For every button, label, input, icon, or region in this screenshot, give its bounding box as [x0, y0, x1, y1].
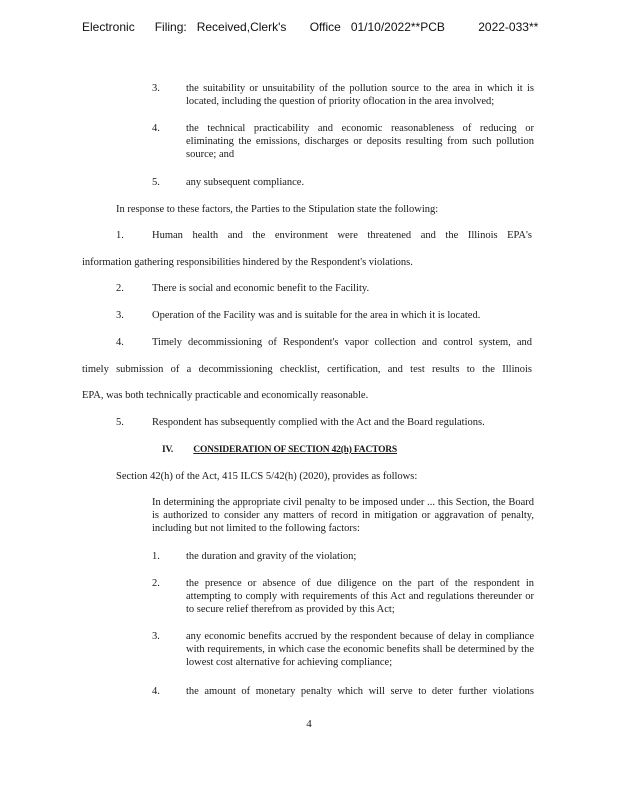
response-line: Operation of the Facility was and is suitable for the area in which it is located. — [152, 310, 481, 321]
response-line: information gathering responsibilities hindered by the Respondent's violations. — [82, 257, 413, 268]
response-line: EPA, was both technically practicable and economically reasonable. — [82, 390, 369, 401]
list-item-text: the suitability or unsuitability of the pollution source to the area in which it is located, including the question of priority oflocation in the area involved; — [186, 83, 534, 107]
factor-text: the amount of monetary penalty which will serve to deter further violations — [186, 686, 534, 697]
response-number: 5. — [116, 417, 124, 428]
factor-text: the presence or absence of due diligence on the part of the respondent in attempting to comply with requirements of this Act and regulations thereunder or to secure relief therefrom as provided by this Act; — [186, 578, 534, 615]
response-number: 1. — [116, 230, 124, 241]
list-item-text: any subsequent compliance. — [186, 177, 305, 188]
section-heading — [162, 444, 427, 456]
response-number: 3. — [116, 310, 124, 321]
factor-number: 4. — [152, 686, 160, 697]
list-number: 3. — [152, 83, 160, 94]
response-line: Respondent has subsequently complied with the Act and the Board regulations. — [152, 417, 485, 428]
list-item-text: the technical practicability and economic reasonableness of reducing or eliminating the emissions, discharges or deposits resulting from such pollution source; and — [186, 123, 534, 160]
block-quote: In determining the appropriate civil penalty to be imposed under ... this Section, the Board is authorized to consider any matters of record in mitigation or aggravation of penalty, including but not limited to the following factors: — [152, 497, 534, 534]
factor-number: 3. — [152, 631, 160, 642]
page-number: 4 — [306, 718, 312, 730]
section-roman: IV. — [162, 445, 174, 455]
factor-text: any economic benefits accrued by the respondent because of delay in compliance with requirements, in which case the economic benefits shall be determined by the lowest cost alternative for achieving compliance; — [186, 631, 534, 668]
list-number: 5. — [152, 177, 160, 188]
factor-number: 2. — [152, 578, 160, 589]
section-intro: Section 42(h) of the Act, 415 ILCS 5/42(h) (2020), provides as follows: — [116, 471, 418, 482]
response-line: There is social and economic benefit to the Facility. — [152, 283, 370, 294]
factor-text: the duration and gravity of the violation; — [186, 551, 357, 562]
response-line: timely submission of a decommissioning checklist, certification, and test results to the Illinois — [82, 364, 532, 375]
response-line: Timely decommissioning of Respondent's vapor collection and control system, and — [152, 337, 532, 348]
list-number: 4. — [152, 123, 160, 134]
response-line: Human health and the environment were threatened and the Illinois EPA's — [152, 230, 532, 241]
filing-header: Electronic Filing: Received,Clerk's Office 01/10/2022**PCB 2022-033** — [82, 20, 539, 34]
response-intro: In response to these factors, the Parties to the Stipulation state the following: — [116, 204, 439, 215]
response-number: 2. — [116, 283, 124, 294]
factor-number: 1. — [152, 551, 160, 562]
section-title: CONSIDERATION OF SECTION 42(h) FACTORS — [193, 445, 398, 455]
response-number: 4. — [116, 337, 124, 348]
